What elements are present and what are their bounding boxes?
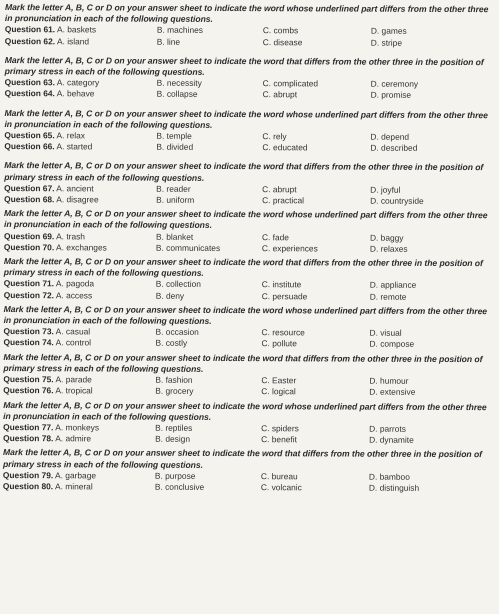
question-row-62 [5,36,495,49]
section-instruction: Mark the letter A, B, C or D on your answer sheet to indicate the word whose underlined part differs from the other three in pronunciation in each of the following questions. [4,107,488,130]
option-d: D. humour [369,375,409,386]
option-d: D. parrots [369,423,406,434]
section-pronunciation-69-70 [4,208,494,255]
question-label: Question 67. [4,182,55,194]
option-a: A. admire [55,433,92,444]
option-a: A. pagoda [55,278,95,289]
section-pronunciation-77-78 [3,400,493,447]
option-d: D. described [370,142,418,154]
question-label: Question 74. [3,337,54,348]
option-a: A. disagree [56,194,99,205]
section-stress-67-68 [4,160,494,207]
option-c: C. pollute [261,338,297,349]
option-a: A. parade [55,374,92,385]
question-label: Question 64. [4,88,55,99]
question-row-80 [3,481,493,494]
option-c: C. experiences [261,243,318,254]
question-label: Question 78. [3,433,54,444]
section-pronunciation-61-62 [5,2,495,49]
option-d: D. compose [369,339,415,350]
option-a: A. island [56,35,90,46]
option-c: C. resource [261,327,305,338]
question-row-78 [3,433,493,446]
option-c: C. persuade [261,290,308,302]
option-c: C. institute [261,279,302,290]
section-instruction: Mark the letter A, B, C or D on your answer sheet to indicate the word whose underlined part differs from the other three in pronunciation in each of the following questions. [3,303,488,327]
option-b: B. conclusive [154,481,205,492]
section-instruction: Mark the letter A, B, C or D on your answer sheet to indicate the word that differs from the other three in the position of primary stress in each of the following questions. [3,256,483,279]
question-row-68 [4,194,494,207]
question-row-76 [3,385,493,398]
question-label: Question 80. [2,480,54,492]
option-d: D. countryside [370,195,424,206]
option-a: A. garbage [55,469,97,481]
question-row-64 [5,88,495,101]
question-label: Question 62. [4,35,56,46]
option-d: D. extensive [369,386,416,398]
option-c: C. educated [262,142,308,153]
option-d: D. stripe [370,37,403,48]
section-instruction: Mark the letter A, B, C or D on your answer sheet to indicate the word that differs from the other three in the position of primary stress in each of the following questions. [4,160,484,183]
option-b: B. divided [156,141,194,153]
option-c: C. fade [261,231,290,242]
option-c: C. practical [262,195,305,206]
option-a: A. relax [56,130,85,141]
option-b: B. uniform [156,194,195,205]
option-a: A. monkeys [55,422,100,433]
question-label: Question 79. [2,469,54,480]
option-b: B. collection [155,279,201,290]
option-d: D. remote [369,291,407,302]
option-d: D. appliance [369,280,417,291]
option-a: A. control [55,337,92,348]
option-b: B. fashion [155,374,193,385]
question-label: Question 77. [3,421,54,433]
option-b: B. machines [156,25,203,36]
section-instruction: Mark the letter A, B, C or D on your answer sheet to indicate the word that differs from the other three in the position of primary stress in each of the following questions. [3,351,483,374]
section-instruction: Mark the letter A, B, C or D on your answer sheet to indicate the word whose underlined part differs from the other three in pronunciation in each of the following questions. [3,208,488,231]
option-d: D. relaxes [369,243,408,254]
option-a: A. started [56,141,93,152]
option-a: A. access [55,289,93,301]
option-c: C. abrupt [262,183,297,195]
section-stress-71-72 [4,256,494,303]
option-b: B. temple [156,130,192,141]
option-b: B. occasion [155,326,199,338]
question-label: Question 73. [3,326,54,337]
option-a: A. trash [56,230,85,242]
section-pronunciation-73-74 [3,304,493,351]
option-a: A. mineral [54,481,93,492]
question-label: Question 75. [3,374,54,385]
section-stress-63-64 [5,55,495,102]
option-c: C. benefit [261,434,297,445]
option-a: A. casual [55,326,91,337]
option-d: D. visual [369,327,402,339]
option-a: A. category [56,77,100,88]
question-row-72 [4,290,494,303]
question-label: Question 66. [4,141,55,152]
option-b: B. design [155,433,191,444]
option-b: B. necessity [156,77,202,89]
option-b: B. blanket [155,231,194,242]
question-label: Question 76. [3,385,54,396]
option-d: D. depend [370,131,410,142]
question-label: Question 72. [3,289,55,300]
option-b: B. collapse [156,89,198,100]
question-row-70 [4,242,494,255]
option-c: C. abrupt [262,89,298,100]
section-pronunciation-65-66 [4,108,494,155]
question-row-74 [3,338,493,351]
option-d: D. games [370,26,407,37]
option-a: A. baskets [56,24,97,35]
question-label: Question 61. [4,24,56,35]
option-c: C. bureau [260,470,298,482]
option-b: B. purpose [154,470,196,481]
option-a: A. tropical [55,385,93,396]
option-d: D. joyful [370,184,401,195]
option-c: C. volcanic [260,482,302,493]
question-label: Question 68. [4,194,55,205]
option-b: B. reader [156,183,191,194]
option-d: D. dynamite [369,434,414,445]
question-label: Question 71. [3,278,55,289]
option-c: C. complicated [262,78,319,89]
option-c: C. combs [262,25,299,36]
section-instruction: Mark the letter A, B, C or D on your answer sheet to indicate the word that differs from the other three in the position of primary stress in each of the following questions. [2,447,483,470]
question-label: Question 65. [4,130,55,141]
option-d: D. distinguish [368,482,420,493]
section-instruction: Mark the letter A, B, C or D on your answer sheet to indicate the word whose underlined part differs from the other three in pronunciation in each of the following questions. [4,2,489,25]
option-d: D. bamboo [368,471,410,482]
option-d: D. baggy [369,232,404,243]
option-b: B. deny [155,290,185,301]
section-stress-79-80 [3,447,493,494]
option-b: B. reptiles [155,422,193,433]
question-label: Question 70. [3,241,55,253]
question-row-66 [4,141,494,154]
section-stress-75-76 [3,352,493,399]
option-a: A. exchanges [56,242,107,253]
option-c: C. logical [261,386,296,397]
section-instruction: Mark the letter A, B, C or D on your answer sheet to indicate the word whose underlined part differs from the other three in pronunciation in each of the following questions. [3,399,487,422]
question-label: Question 63. [4,77,55,88]
option-c: C. spiders [261,423,299,434]
option-b: B. communicates [155,242,221,253]
option-b: B. line [156,36,181,47]
option-d: D. ceremony [370,78,419,90]
option-a: A. behave [56,88,95,99]
section-instruction: Mark the letter A, B, C or D on your answer sheet to indicate the word that differs from the other three in the position of primary stress in each of the following questions. [4,54,484,77]
option-b: B. costly [155,338,188,349]
option-c: C. disease [262,36,303,47]
option-b: B. grocery [155,385,194,397]
option-c: C. Easter [261,375,297,386]
option-c: C. rely [262,131,287,142]
option-a: A. ancient [56,183,94,194]
option-d: D. promise [370,90,412,101]
question-label: Question 69. [3,230,55,241]
